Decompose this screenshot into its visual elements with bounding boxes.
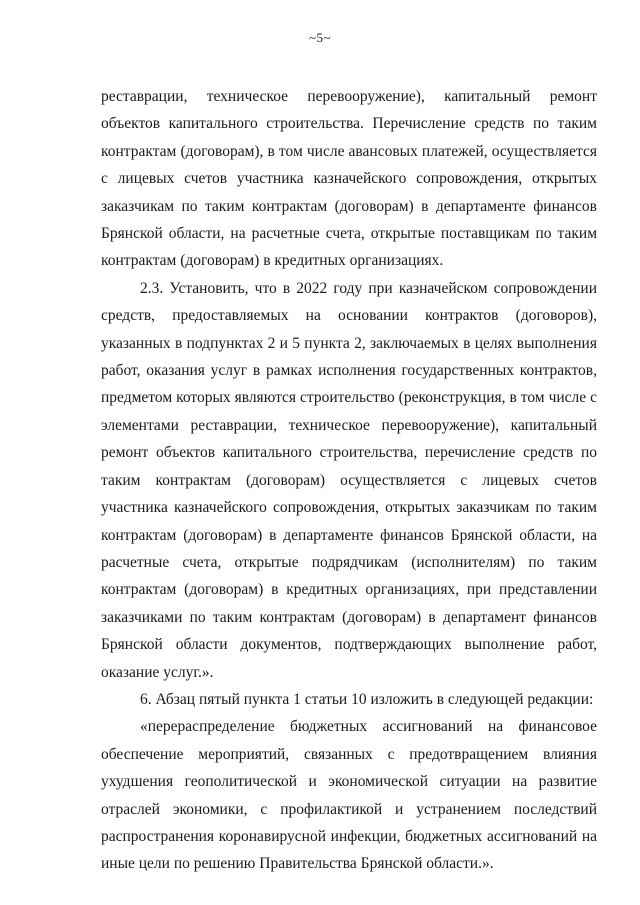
paragraph-clause-2-3: 2.3. Установить, что в 2022 году при казначейском сопровождении средств, предоставляемых на основании контрактов (договоров), указанных в подпунктах 2 и 5 пункта 2, заключаемых в целях выполнения работ, оказания услуг в рамках исполнения государственных контрактов, предметом которых являются строительство (реконструкция, в том числе с элементами реставрации, техническое перевооружение), капитальный ремонт объектов капитального строительства, перечисление средств по таким контрактам (договорам) осуществляется с лицевых счетов участника казначейского сопровождения, открытых заказчикам по таким контрактам (договорам) в департаменте финансов Брянской области, на расчетные счета, открытые подрядчикам (исполнителям) по таким контрактам (договорам) в кредитных организациях, при представлении заказчиками по таким контрактам (договорам) в департамент финансов Брянской области документов, подтверждающих выполнение работ, оказание услуг.».: [101, 279, 597, 681]
page-number: ~5~: [308, 30, 332, 45]
paragraph-item-6: 6. Абзац пятый пункта 1 статьи 10 изложить в следующей редакции:: [140, 690, 594, 708]
paragraph-item-6-quote: «перераспределение бюджетных ассигнований на финансовое обеспечение мероприятий, связанных с предотвращением влияния ухудшения геополитической и экономической ситуации на развитие отраслей экономики, с профилактикой и устранением последствий распространения коронавирусной инфекции, бюджетных ассигнований на иные цели по решению Правительства Брянской области.».: [101, 718, 597, 873]
paragraph-continuation: реставрации, техническое перевооружение), капитальный ремонт объектов капитального строительства. Перечисление средств по таким контрактам (договорам), в том числе авансовых платежей, осуществляется с лицевых счетов участника казначейского сопровождения, открытых заказчикам по таким контрактам (договорам) в департаменте финансов Брянской области, на расчетные счета, открытые поставщикам по таким контрактам (договорам) в кредитных организациях.: [101, 88, 597, 270]
document-body: [101, 83, 597, 878]
